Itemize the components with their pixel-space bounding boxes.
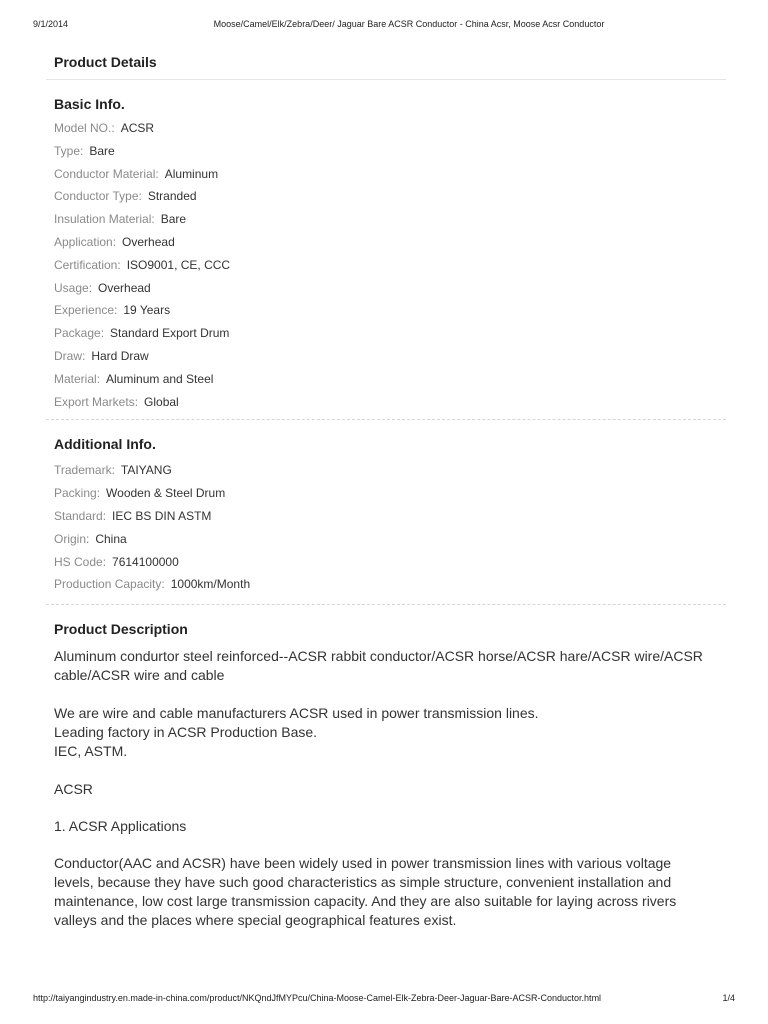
info-value: Overhead xyxy=(98,280,151,295)
info-row xyxy=(54,391,726,414)
description-line: We are wire and cable manufacturers ACSR used in power transmission lines. xyxy=(54,705,539,722)
product-description-body xyxy=(54,647,726,930)
description-line: cable/ACSR wire and cable xyxy=(54,667,225,684)
info-row xyxy=(54,163,726,186)
info-row xyxy=(54,277,726,300)
print-page-title: Moose/Camel/Elk/Zebra/Deer/ Jaguar Bare ACSR Conductor - China Acsr, Moose Acsr Conductor xyxy=(213,19,605,29)
info-value: 7614100000 xyxy=(112,554,179,569)
info-label: Conductor Type: xyxy=(54,189,142,204)
print-url: http://taiyangindustry.en.made-in-china.com/product/NKQndJfMYPcu/China-Moose-Camel-Elk-Zebra-Deer-Jaguar-Bare-ACSR-Conductor.html xyxy=(33,993,602,1003)
additional-info-list xyxy=(54,459,726,596)
info-row xyxy=(54,551,726,574)
info-label: Packing: xyxy=(54,486,101,501)
description-line: ACSR xyxy=(54,781,93,798)
info-row xyxy=(54,505,726,528)
dashed-divider xyxy=(46,604,726,605)
description-line: Leading factory in ACSR Production Base. xyxy=(54,724,318,741)
info-label: Certification: xyxy=(54,257,121,272)
info-value: ACSR xyxy=(120,121,155,135)
info-value: TAIYANG xyxy=(120,463,172,478)
product-description-title: Product Description xyxy=(54,621,188,638)
additional-info-title: Additional Info. xyxy=(54,436,156,453)
info-row xyxy=(54,208,726,231)
info-row xyxy=(54,117,726,140)
print-header xyxy=(0,17,768,31)
info-label: Production Capacity: xyxy=(54,577,165,592)
print-date: 9/1/2014 xyxy=(33,19,69,29)
info-label: Trademark: xyxy=(54,463,115,478)
print-footer xyxy=(0,991,768,1005)
info-label: Origin: xyxy=(54,531,90,546)
info-label: Material: xyxy=(54,371,101,386)
info-label: Application: xyxy=(54,234,117,249)
divider xyxy=(46,79,726,80)
description-line: Conductor(AAC and ACSR) have been widely used in power transmission lines with various voltage xyxy=(54,855,672,872)
info-label: Usage: xyxy=(54,280,93,295)
info-label: Draw: xyxy=(54,348,86,363)
info-label: Type: xyxy=(54,143,84,158)
info-row xyxy=(54,345,726,368)
info-value: China xyxy=(95,531,127,546)
basic-info-list xyxy=(54,117,726,413)
info-value: Wooden & Steel Drum xyxy=(106,486,226,501)
info-row xyxy=(54,254,726,277)
applications-heading: 1. ACSR Applications xyxy=(54,818,187,835)
info-row xyxy=(54,482,726,505)
info-row xyxy=(54,185,726,208)
info-label: Model NO.: xyxy=(54,121,115,135)
info-value: Bare xyxy=(89,143,115,158)
info-label: Package: xyxy=(54,326,105,341)
info-value: Global xyxy=(144,394,179,409)
info-label: Standard: xyxy=(54,508,107,523)
info-value: Standard Export Drum xyxy=(110,326,230,341)
info-value: Aluminum xyxy=(164,166,219,181)
info-label: Insulation Material: xyxy=(54,212,155,227)
info-row xyxy=(54,573,726,596)
info-row xyxy=(54,299,726,322)
info-label: Conductor Material: xyxy=(54,166,159,181)
info-value: IEC BS DIN ASTM xyxy=(112,508,212,523)
info-row xyxy=(54,459,726,482)
info-row xyxy=(54,140,726,163)
info-value: 1000km/Month xyxy=(170,577,251,592)
info-value: ISO9001, CE, CCC xyxy=(126,257,231,272)
info-value: Stranded xyxy=(147,189,197,204)
basic-info-title: Basic Info. xyxy=(54,96,125,112)
info-row xyxy=(54,322,726,345)
description-line: levels, because they have such good characteristics as simple structure, convenient installation and xyxy=(54,874,672,891)
info-row xyxy=(54,231,726,254)
dashed-divider xyxy=(46,419,726,420)
info-row xyxy=(54,528,726,551)
info-value: Hard Draw xyxy=(91,348,149,363)
info-label: HS Code: xyxy=(54,554,107,569)
page-number: 1/4 xyxy=(722,993,735,1003)
product-details-title: Product Details xyxy=(54,54,157,70)
description-line: valleys and the places where special geographical features exist. xyxy=(54,912,457,929)
info-value: Overhead xyxy=(122,234,175,249)
info-value: Aluminum and Steel xyxy=(106,371,214,386)
info-row xyxy=(54,368,726,391)
info-label: Export Markets: xyxy=(54,394,139,409)
info-value: 19 Years xyxy=(123,303,171,318)
info-label: Experience: xyxy=(54,303,118,318)
product-content xyxy=(54,52,726,930)
description-line: maintenance, low cost large transmission capacity. And they are also suitable for laying across rivers xyxy=(54,893,677,910)
info-value: Bare xyxy=(160,212,187,227)
description-line: IEC, ASTM. xyxy=(54,743,128,760)
description-line: Aluminum condurtor steel reinforced--ACSR rabbit conductor/ACSR horse/ACSR hare/ACSR wire/ACSR xyxy=(54,648,703,665)
